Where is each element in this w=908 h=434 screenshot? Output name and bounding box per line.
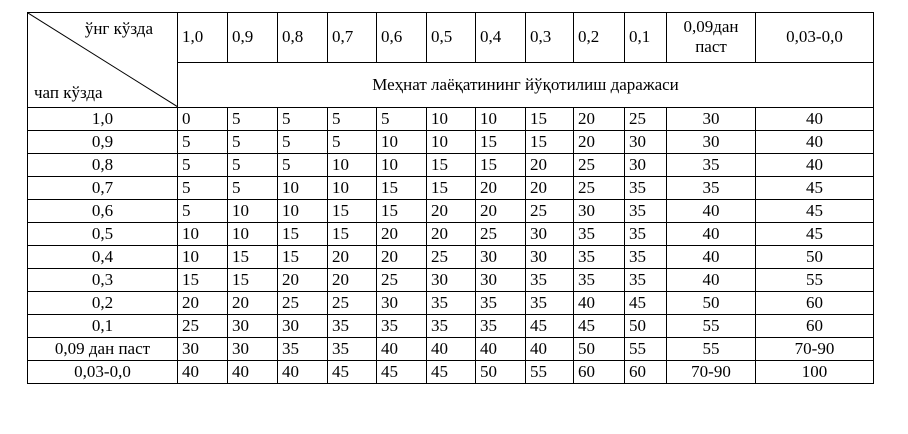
table-row [28, 361, 874, 384]
table-cell: 30 [574, 200, 625, 223]
row-label: 0,09 дан паст [28, 338, 178, 361]
col-header: 0,5 [427, 13, 476, 63]
table-cell: 50 [574, 338, 625, 361]
table-cell: 45 [526, 315, 574, 338]
table-row [28, 246, 874, 269]
table-cell: 60 [756, 292, 874, 315]
table-cell: 35 [476, 315, 526, 338]
row-label: 0,6 [28, 200, 178, 223]
table-cell: 20 [178, 292, 228, 315]
table-cell: 35 [476, 292, 526, 315]
table-cell: 30 [625, 154, 667, 177]
table-cell: 15 [427, 177, 476, 200]
row-label: 0,03-0,0 [28, 361, 178, 384]
table-cell: 5 [178, 154, 228, 177]
table-cell: 25 [526, 200, 574, 223]
table-cell: 55 [667, 315, 756, 338]
table-cell: 5 [278, 108, 328, 131]
table-cell: 45 [377, 361, 427, 384]
table-cell: 20 [377, 223, 427, 246]
table-cell: 25 [278, 292, 328, 315]
table-cell: 35 [377, 315, 427, 338]
table-row [28, 131, 874, 154]
table-cell: 10 [476, 108, 526, 131]
table-cell: 30 [178, 338, 228, 361]
table-cell: 25 [574, 177, 625, 200]
table-cell: 5 [328, 131, 377, 154]
table-cell: 15 [328, 200, 377, 223]
right-eye-label: ўнг кўзда [84, 19, 153, 38]
table-cell: 5 [328, 108, 377, 131]
table-cell: 10 [427, 131, 476, 154]
table-cell: 30 [667, 108, 756, 131]
col-header: 0,09дан паст [667, 13, 756, 63]
table-cell: 35 [574, 269, 625, 292]
table-cell: 60 [625, 361, 667, 384]
table-cell: 30 [625, 131, 667, 154]
col-header: 0,7 [328, 13, 377, 63]
table-cell: 40 [667, 223, 756, 246]
row-label: 0,2 [28, 292, 178, 315]
table-cell: 20 [228, 292, 278, 315]
table-cell: 5 [228, 108, 278, 131]
table-cell: 40 [526, 338, 574, 361]
table-cell: 35 [526, 292, 574, 315]
col-header: 0,3 [526, 13, 574, 63]
table-cell: 30 [526, 246, 574, 269]
table-cell: 30 [427, 269, 476, 292]
table-cell: 35 [574, 223, 625, 246]
row-label: 0,5 [28, 223, 178, 246]
table-cell: 15 [278, 246, 328, 269]
row-label: 0,4 [28, 246, 178, 269]
table-cell: 40 [667, 269, 756, 292]
table-cell: 35 [625, 177, 667, 200]
table-cell: 70-90 [756, 338, 874, 361]
table-cell: 60 [574, 361, 625, 384]
table-cell: 10 [377, 131, 427, 154]
table-cell: 25 [574, 154, 625, 177]
table-cell: 40 [667, 200, 756, 223]
row-label: 0,3 [28, 269, 178, 292]
table-cell: 20 [526, 154, 574, 177]
table-row [28, 200, 874, 223]
row-label: 0,7 [28, 177, 178, 200]
table-cell: 15 [228, 246, 278, 269]
table-cell: 45 [574, 315, 625, 338]
col-header: 1,0 [178, 13, 228, 63]
left-eye-label: чап кўзда [34, 83, 103, 102]
table-cell: 5 [178, 200, 228, 223]
table-cell: 50 [756, 246, 874, 269]
table-cell: 35 [427, 292, 476, 315]
table-cell: 50 [625, 315, 667, 338]
table-cell: 45 [427, 361, 476, 384]
table-cell: 100 [756, 361, 874, 384]
table-cell: 25 [625, 108, 667, 131]
table-cell: 10 [278, 177, 328, 200]
table-cell: 20 [278, 269, 328, 292]
table-cell: 10 [328, 154, 377, 177]
table-cell: 25 [178, 315, 228, 338]
table-cell: 35 [278, 338, 328, 361]
table-cell: 20 [328, 269, 377, 292]
table-cell: 45 [328, 361, 377, 384]
table-row [28, 223, 874, 246]
table-cell: 15 [427, 154, 476, 177]
table-cell: 5 [228, 177, 278, 200]
disability-table [27, 12, 874, 384]
table-cell: 15 [278, 223, 328, 246]
table-cell: 35 [526, 269, 574, 292]
table-cell: 55 [667, 338, 756, 361]
col-header: 0,4 [476, 13, 526, 63]
table-cell: 35 [625, 246, 667, 269]
table-cell: 20 [574, 131, 625, 154]
table-cell: 35 [625, 269, 667, 292]
table-cell: 5 [278, 154, 328, 177]
table-cell: 40 [377, 338, 427, 361]
table-cell: 10 [228, 200, 278, 223]
table-row [28, 269, 874, 292]
table-cell: 35 [625, 223, 667, 246]
table-cell: 30 [377, 292, 427, 315]
table-cell: 5 [178, 131, 228, 154]
table-cell: 70-90 [667, 361, 756, 384]
table-row [28, 154, 874, 177]
table-cell: 10 [377, 154, 427, 177]
corner-cell [28, 13, 178, 108]
table-cell: 40 [278, 361, 328, 384]
table-cell: 40 [574, 292, 625, 315]
table-cell: 25 [476, 223, 526, 246]
table-cell: 40 [756, 131, 874, 154]
col-header: 0,6 [377, 13, 427, 63]
table-cell: 10 [228, 223, 278, 246]
table-cell: 40 [427, 338, 476, 361]
table-cell: 40 [667, 246, 756, 269]
table-cell: 20 [377, 246, 427, 269]
table-cell: 55 [625, 338, 667, 361]
table-cell: 15 [178, 269, 228, 292]
table-row [28, 292, 874, 315]
table-cell: 0 [178, 108, 228, 131]
table-cell: 40 [756, 108, 874, 131]
table-cell: 20 [526, 177, 574, 200]
table-cell: 20 [328, 246, 377, 269]
table-row [28, 315, 874, 338]
table-cell: 35 [667, 177, 756, 200]
col-header: 0,9 [228, 13, 278, 63]
table-cell: 60 [756, 315, 874, 338]
table-cell: 30 [228, 338, 278, 361]
table-row [28, 108, 874, 131]
table-cell: 30 [228, 315, 278, 338]
table-cell: 5 [178, 177, 228, 200]
table-cell: 10 [178, 246, 228, 269]
table-cell: 10 [278, 200, 328, 223]
table-cell: 20 [476, 200, 526, 223]
table-cell: 25 [377, 269, 427, 292]
table-cell: 45 [756, 177, 874, 200]
table-cell: 35 [625, 200, 667, 223]
table-cell: 35 [667, 154, 756, 177]
row-label: 0,9 [28, 131, 178, 154]
table-cell: 15 [328, 223, 377, 246]
table-cell: 45 [756, 223, 874, 246]
table-cell: 20 [476, 177, 526, 200]
table-cell: 20 [427, 223, 476, 246]
table-row [28, 177, 874, 200]
table-cell: 30 [476, 246, 526, 269]
table-cell: 5 [228, 154, 278, 177]
table-cell: 5 [377, 108, 427, 131]
table-cell: 35 [328, 315, 377, 338]
table-cell: 20 [574, 108, 625, 131]
table-cell: 50 [667, 292, 756, 315]
table-cell: 15 [526, 131, 574, 154]
table-cell: 15 [526, 108, 574, 131]
col-header: 0,03-0,0 [756, 13, 874, 63]
table-cell: 15 [377, 200, 427, 223]
col-header: 0,8 [278, 13, 328, 63]
table-cell: 55 [756, 269, 874, 292]
row-label: 0,1 [28, 315, 178, 338]
table-cell: 35 [328, 338, 377, 361]
table-cell: 25 [427, 246, 476, 269]
table-cell: 35 [574, 246, 625, 269]
table-cell: 15 [228, 269, 278, 292]
table-cell: 10 [328, 177, 377, 200]
table-cell: 45 [756, 200, 874, 223]
table-cell: 35 [427, 315, 476, 338]
table-cell: 20 [427, 200, 476, 223]
table-cell: 10 [178, 223, 228, 246]
table-cell: 5 [228, 131, 278, 154]
table-cell: 5 [278, 131, 328, 154]
col-header: 0,2 [574, 13, 625, 63]
table-cell: 10 [427, 108, 476, 131]
table-cell: 40 [228, 361, 278, 384]
table-cell: 15 [377, 177, 427, 200]
col-header: 0,1 [625, 13, 667, 63]
table-cell: 50 [476, 361, 526, 384]
row-label: 1,0 [28, 108, 178, 131]
table-cell: 40 [476, 338, 526, 361]
row-label: 0,8 [28, 154, 178, 177]
table-cell: 30 [476, 269, 526, 292]
table-cell: 15 [476, 154, 526, 177]
header-row [28, 13, 874, 63]
table-cell: 25 [328, 292, 377, 315]
table-cell: 40 [756, 154, 874, 177]
table-cell: 30 [526, 223, 574, 246]
span-header: Меҳнат лаёқатининг йўқотилиш даражаси [178, 62, 874, 107]
table-cell: 45 [625, 292, 667, 315]
table-cell: 30 [278, 315, 328, 338]
table-cell: 15 [476, 131, 526, 154]
table-cell: 30 [667, 131, 756, 154]
table-row [28, 338, 874, 361]
table-cell: 40 [178, 361, 228, 384]
table-cell: 55 [526, 361, 574, 384]
